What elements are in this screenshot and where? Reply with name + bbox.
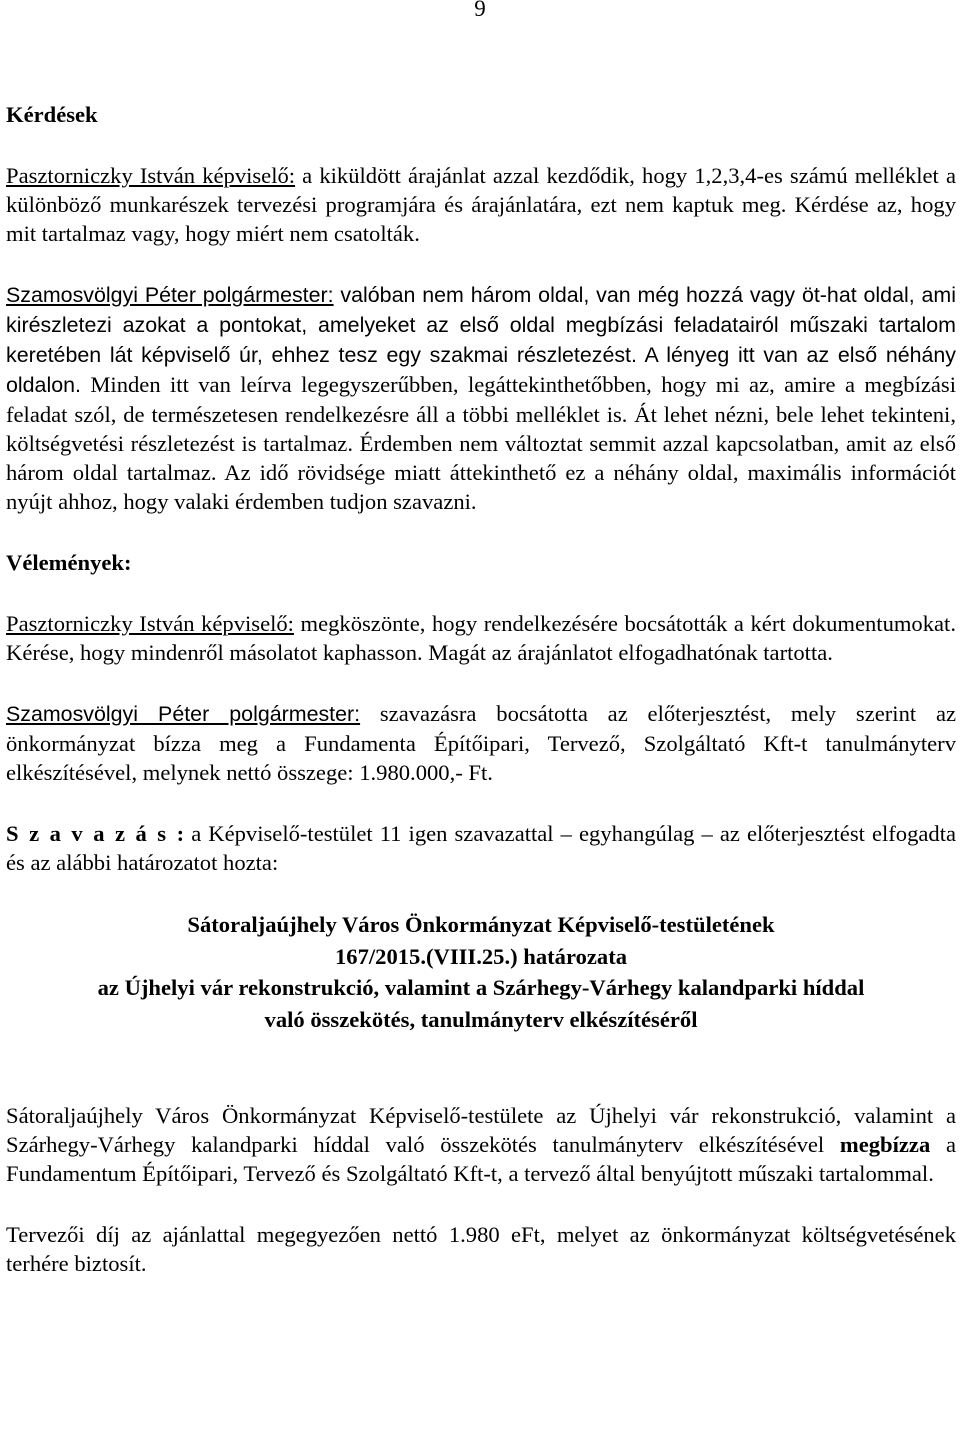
question-paragraph: [6, 161, 956, 248]
vote-text: a Képviselő-testület 11 igen szavazattal – egyhangúlag – az előterjesztést elfogadta és az alábbi határozatot hozta:: [6, 821, 956, 875]
fee-paragraph: Tervezői díj az ajánlattal megegyezően nettó 1.980 eFt, melyet az önkormányzat költségvetésének terhére biztosít.: [6, 1222, 956, 1276]
opinion-paragraph: [6, 609, 956, 667]
resolution-number: 167/2015.(VIII.25.) határozata: [334, 943, 628, 969]
page-number: 9: [474, 0, 486, 21]
paragraph-text: megköszönte, hogy rendelkezésére bocsátották a kért dokumentumokat. Kérése, hogy mindenről másolatot kaphasson. Magát az árajánlatot elfogadhatónak tartotta.: [6, 611, 956, 665]
paragraph-text-sans: valóban nem három oldal, van még hozzá vagy öt-hat oldal, ami kirészletezi azokat a pontokat, amelyeket az első oldal megbízási feladatairól műszaki tartalom keretében lát képviselő úr, ehhez tesz egy szakmai részletezést. A lényeg itt van az első néhány oldalon.: [6, 283, 956, 397]
paragraph-text: a kiküldött árajánlat azzal kezdődik, hogy 1,2,3,4-es számú melléklet a különböző munkarészek tervezési programjára és árajánlatára, ezt nem kaptuk meg. Kérdése az, hogy mit tartalmaz vagy, hogy miért nem csatolták.: [6, 163, 956, 246]
speaker-label: Szamosvölgyi Péter polgármester:: [6, 702, 361, 726]
resolution-subject-cont: való összekötés, tanulmányterv elkészítéséről: [264, 1006, 698, 1032]
speaker-label: Pasztorniczky István képviselő:: [6, 611, 294, 636]
speaker-label: Pasztorniczky István képviselő:: [6, 163, 296, 188]
opinion-paragraph: [6, 699, 956, 787]
decision-paragraph: [6, 1101, 956, 1188]
resolution-subject: az Újhelyi vár rekonstrukció, valamint a Szárhegy-Várhegy kalandparki híddal: [97, 975, 865, 1000]
vote-colon: :: [176, 821, 185, 846]
document-body: [6, 100, 956, 1310]
decision-text: Sátoraljaújhely Város Önkormányzat Képviselő-testülete az Újhelyi vár rekonstrukció, valamint a Szárhegy-Várhegy kalandparki híddal való összekötés tanulmányterv elkészítésével: [6, 1103, 956, 1157]
opinions-heading: Vélemények:: [6, 550, 132, 575]
paragraph-text: Minden itt van leírva legegyszerűbben, legáttekinthetőbben, hogy mi az, amire a megbízási feladat szól, de természetesen rendelkezésre áll a többi melléklet is. Át lehet nézni, bele lehet tekinteni, költségvetési részletezést is tartalmaz. Érdemben nem változtat semmit azzal kapcsolatban, amit az első három oldal tartalmaz. Az idő rövidsége miatt áttekinthető ez a néhány oldal, maximális információt nyújt ahhoz, hogy valaki érdemben tudjon szavazni.: [6, 372, 956, 514]
decision-verb: megbízza: [839, 1132, 931, 1157]
resolution-title-block: [6, 909, 956, 1035]
decision-text: a Fundamentum Építőipari, Tervező és Szolgáltató Kft-t, a tervező által benyújtott műszaki tartalommal.: [6, 1132, 956, 1186]
paragraph-text: szavazásra bocsátotta az előterjesztést, mely szerint az önkormányzat bízza meg a Fundamenta Építőipari, Tervező, Szolgáltató Kft-t tanulmányterv elkészítésével, melynek nettó összege: 1.980.000,- Ft.: [6, 701, 957, 785]
speaker-label: Szamosvölgyi Péter polgármester:: [6, 283, 334, 307]
resolution-body-name: Sátoraljaújhely Város Önkormányzat Képviselő-testületének: [187, 912, 775, 937]
questions-heading: Kérdések: [6, 102, 98, 127]
vote-label: Szavazás: [6, 821, 177, 846]
vote-paragraph: [6, 819, 956, 877]
answer-paragraph: [6, 280, 956, 516]
